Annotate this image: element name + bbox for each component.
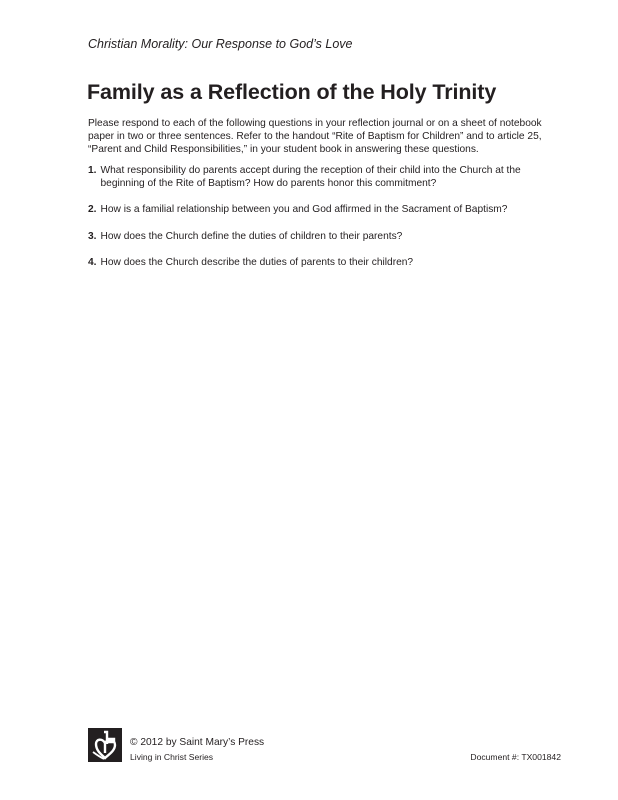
saint-marys-press-logo-icon (88, 728, 122, 762)
course-title-header: Christian Morality: Our Response to God’s Love (88, 37, 353, 51)
instructions-paragraph: Please respond to each of the following questions in your reflection journal or on a sheet of notebook paper in two or three sentences. Refer to the handout “Rite of Baptism for Children” and to article 25, “Parent and Child Responsibilities,” in your student book in answering these questions. (88, 118, 542, 156)
question-number: 1. (88, 165, 97, 176)
question-item (88, 164, 558, 190)
copyright-text: © 2012 by Saint Mary’s Press (130, 737, 265, 748)
page-title: Family as a Reflection of the Holy Trinity (87, 80, 497, 104)
question-item (88, 203, 558, 216)
question-item (88, 230, 558, 243)
document-number: Document #: TX001842 (470, 752, 561, 762)
question-number: 3. (88, 230, 97, 242)
question-text: How is a familial relationship between you and God affirmed in the Sacrament of Baptism? (100, 204, 508, 216)
question-number: 4. (88, 256, 97, 268)
series-name: Living in Christ Series (130, 752, 214, 762)
question-item (88, 256, 558, 269)
question-list (88, 164, 558, 282)
question-text: What responsibility do parents accept during the reception of their child into the Church at the beginning of the Rite of Baptism? How do parents honor this commitment? (100, 165, 521, 190)
question-text: How does the Church define the duties of children to their parents? (100, 230, 403, 242)
question-number: 2. (88, 204, 97, 216)
question-text: How does the Church describe the duties of parents to their children? (100, 256, 414, 268)
